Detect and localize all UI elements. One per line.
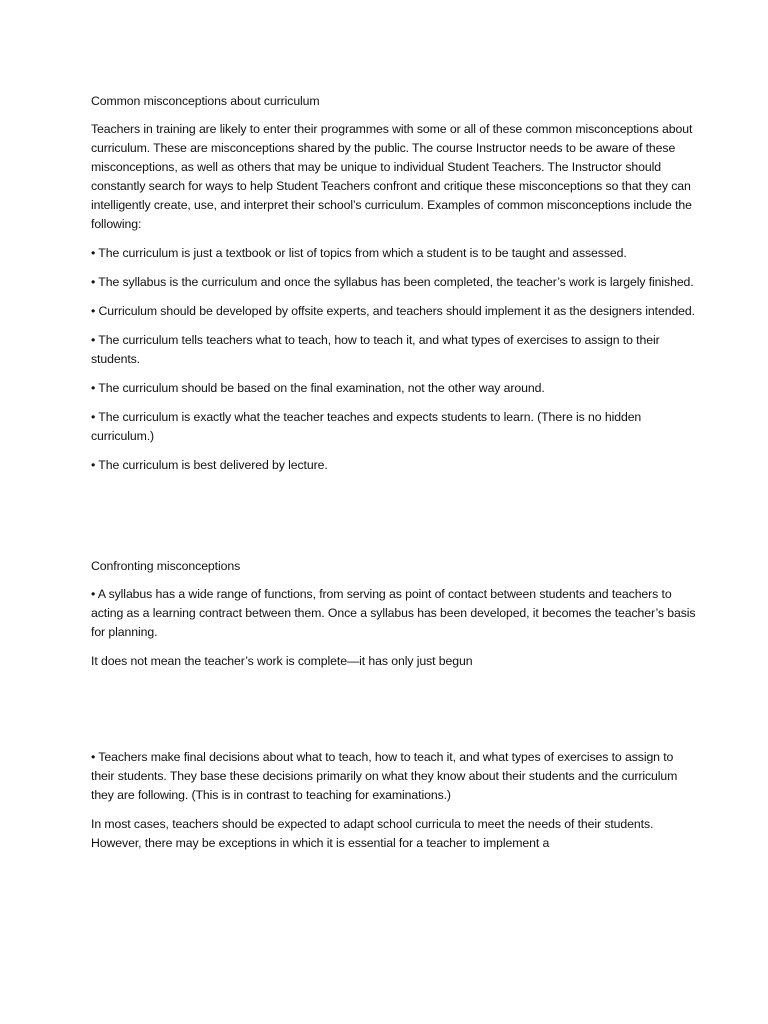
- misconception-bullet-2: • The syllabus is the curriculum and once the syllabus has been completed, the teacher’s work is largely finished.: [91, 275, 694, 289]
- misconception-bullet-1: • The curriculum is just a textbook or list of topics from which a student is to be taught and assessed.: [91, 246, 627, 260]
- blank-spacer: [91, 681, 698, 748]
- confronting-note-adapt: In most cases, teachers should be expected to adapt school curricula to meet the needs of their students. However, there may be exceptions in which it is essential for a teacher to implement a: [91, 817, 654, 850]
- misconception-bullet-4: • The curriculum tells teachers what to teach, how to teach it, and what types of exercises to assign to their students.: [91, 333, 660, 366]
- section-heading-confronting: Confronting misconceptions: [91, 559, 241, 573]
- confronting-bullet-decisions: • Teachers make final decisions about what to teach, how to teach it, and what types of exercises to assign to their students. They base these decisions primarily on what they know about their students and the curriculum they are following. (This is in contrast to teaching for examinations.): [91, 750, 678, 802]
- blank-spacer: [91, 485, 698, 557]
- misconception-bullet-5: • The curriculum should be based on the final examination, not the other way around.: [91, 381, 545, 395]
- misconception-bullet-7: • The curriculum is best delivered by lecture.: [91, 458, 328, 472]
- section-heading-misconceptions: Common misconceptions about curriculum: [91, 94, 320, 108]
- misconception-bullet-3: • Curriculum should be developed by offsite experts, and teachers should implement it as the designers intended.: [91, 304, 695, 318]
- confronting-bullet-syllabus: • A syllabus has a wide range of functions, from serving as point of contact between students and teachers to acting as a learning contract between them. Once a syllabus has been developed, it becomes the teacher’s basis for planning.: [91, 587, 696, 639]
- misconception-bullet-6: • The curriculum is exactly what the teacher teaches and expects students to learn. (There is no hidden curriculum.): [91, 410, 642, 443]
- intro-paragraph: Teachers in training are likely to enter their programmes with some or all of these common misconceptions about curriculum. These are misconceptions shared by the public. The course Instructor needs to be aware of these misconceptions, as well as others that may be unique to individual Student Teachers. The Instructor should constantly search for ways to help Student Teachers confront and critique these misconceptions so that they can intelligently create, use, and interpret their school’s curriculum. Examples of common misconceptions include the following:: [91, 122, 693, 231]
- confronting-note-work: It does not mean the teacher’s work is complete—it has only just begun: [91, 654, 473, 668]
